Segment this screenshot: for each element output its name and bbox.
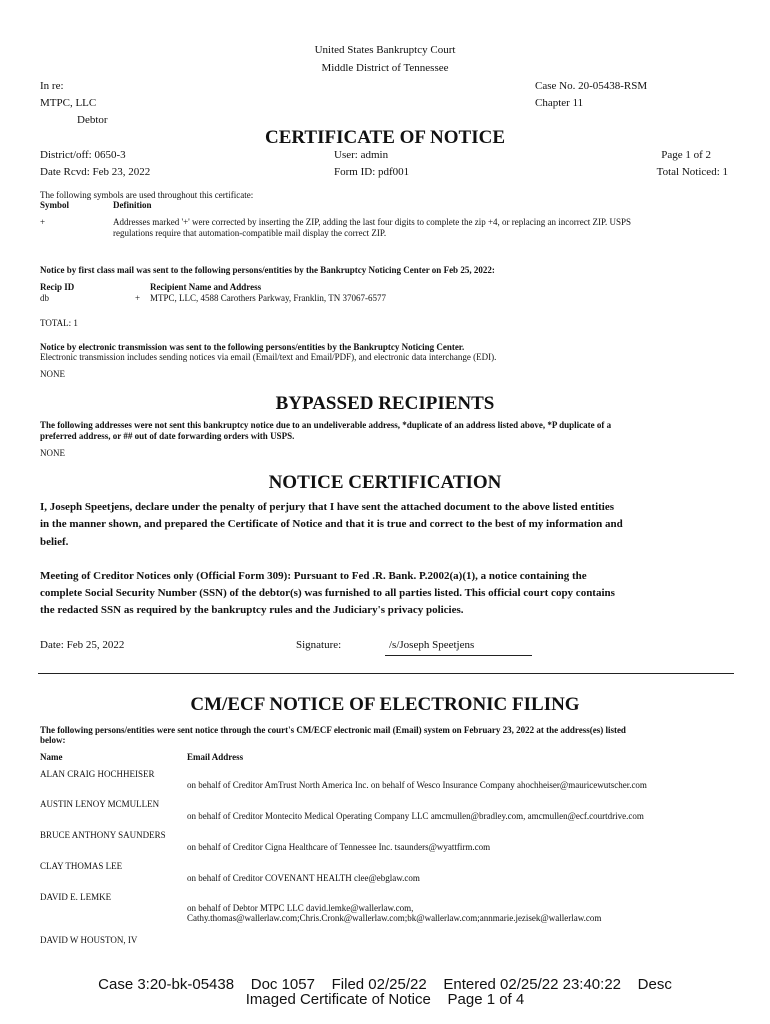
certification-para1-line2: in the manner shown, and prepared the Certificate of Notice and that it is true and correct to the best of my information and: [40, 518, 623, 530]
footer-case-line: Case 3:20-bk-05438 Doc 1057 Filed 02/25/22 Entered 02/25/22 23:40:22 Desc: [98, 976, 672, 993]
signature-line: [385, 655, 532, 656]
recip-mark: +: [135, 293, 141, 303]
certification-date: Date: Feb 25, 2022: [40, 639, 125, 651]
bypassed-none: NONE: [40, 448, 65, 458]
recip-id: db: [40, 293, 49, 303]
form-id: Form ID: pdf001: [334, 166, 410, 178]
cmecf-intro-line2: below:: [40, 735, 66, 745]
court-district: Middle District of Tennessee: [321, 62, 449, 74]
user-name: User: admin: [334, 149, 389, 161]
first-class-heading: Notice by first class mail was sent to the following persons/entities by the Bankruptcy Noticing Center on Feb 25, 2022:: [40, 265, 495, 275]
signature-value: /s/Joseph Speetjens: [389, 639, 475, 651]
recipient-name-header: Recipient Name and Address: [150, 282, 262, 292]
certification-para1-line3: belief.: [40, 536, 69, 548]
cmecf-row-name: CLAY THOMAS LEE: [40, 861, 123, 871]
page-indicator: Page 1 of 2: [661, 149, 711, 161]
cmecf-row-name: BRUCE ANTHONY SAUNDERS: [40, 830, 166, 840]
cmecf-col-name: Name: [40, 752, 63, 762]
cmecf-col-email: Email Address: [187, 752, 244, 762]
case-number: Case No. 20-05438-RSM: [535, 80, 648, 92]
certification-para2-line3: the redacted SSN as required by the bankruptcy rules and the Judiciary's privacy policies.: [40, 604, 464, 616]
symbol-definition-line1: Addresses marked '+' were corrected by inserting the ZIP, adding the last four digits to complete the zip +4, or replacing an incorrect ZIP. USPS: [113, 217, 632, 227]
certificate-title: CERTIFICATE OF NOTICE: [264, 127, 506, 148]
cmecf-row-name: DAVID W HOUSTON, IV: [40, 935, 138, 945]
certification-title: NOTICE CERTIFICATION: [268, 472, 502, 493]
symbols-col-symbol: Symbol: [40, 200, 70, 210]
symbol-plus: +: [40, 217, 46, 227]
cmecf-intro-line1: The following persons/entities were sent notice through the court's CM/ECF electronic mail (Email) system on February 23, 2022 at the address(es) listed: [40, 725, 626, 735]
cmecf-row-email-cont: Cathy.thomas@wallerlaw.com;Chris.Cronk@wallerlaw.com;bk@wallerlaw.com;annmarie.jezisek@wallerlaw.com: [187, 913, 602, 923]
bypassed-title: BYPASSED RECIPIENTS: [275, 393, 495, 414]
electronic-none: NONE: [40, 369, 65, 379]
cmecf-row-email: on behalf of Debtor MTPC LLC david.lemke@wallerlaw.com,: [187, 903, 414, 913]
court-name: United States Bankruptcy Court: [314, 44, 456, 56]
cmecf-row-name: ALAN CRAIG HOCHHEISER: [40, 769, 155, 779]
chapter: Chapter 11: [535, 97, 584, 109]
section-divider: [38, 673, 734, 674]
cmecf-row-name: AUSTIN LENOY MCMULLEN: [40, 799, 160, 809]
cmecf-row-email: on behalf of Creditor AmTrust North America Inc. on behalf of Wesco Insurance Company ahochheiser@mauricewutscher.com: [187, 780, 647, 790]
bypassed-text-line2: preferred address, or ## out of date forwarding orders with USPS.: [40, 431, 295, 441]
certification-para2-line1: Meeting of Creditor Notices only (Official Form 309): Pursuant to Fed .R. Bank. P.2002(a)(1), a notice containing the: [40, 570, 587, 582]
date-received: Date Rcvd: Feb 23, 2022: [40, 166, 151, 178]
district-office: District/off: 0650-3: [40, 149, 126, 161]
signature-label: Signature:: [296, 639, 342, 651]
electronic-heading: Notice by electronic transmission was sent to the following persons/entities by the Bankruptcy Noticing Center.: [40, 342, 465, 352]
symbols-col-definition: Definition: [113, 200, 152, 210]
electronic-subheading: Electronic transmission includes sending notices via email (Email/text and Email/PDF), and electronic data interchange (EDI).: [40, 352, 497, 362]
first-class-total: TOTAL: 1: [40, 318, 78, 328]
recip-id-header: Recip ID: [40, 282, 75, 292]
symbols-intro: The following symbols are used throughout this certificate:: [40, 190, 254, 200]
cmecf-title: CM/ECF NOTICE OF ELECTRONIC FILING: [190, 694, 580, 715]
symbol-definition-line2: regulations require that automation-compatible mail display the correct ZIP.: [113, 228, 387, 238]
cmecf-row-email: on behalf of Creditor Cigna Healthcare of Tennessee Inc. tsaunders@wyattfirm.com: [187, 842, 491, 852]
certification-para1-line1: I, Joseph Speetjens, declare under the penalty of perjury that I have sent the attached document to the above listed entities: [40, 501, 615, 513]
bypassed-text-line1: The following addresses were not sent this bankruptcy notice due to an undeliverable address, *duplicate of an address listed above, *P duplicate of a: [40, 420, 612, 430]
debtor-label: Debtor: [77, 114, 108, 126]
recipient-name-address: MTPC, LLC, 4588 Carothers Parkway, Franklin, TN 37067-6577: [150, 293, 386, 303]
footer-page-line: Imaged Certificate of Notice Page 1 of 4: [245, 991, 525, 1008]
certification-para2-line2: complete Social Security Number (SSN) of the debtor(s) was furnished to all parties listed. This official court copy contains: [40, 587, 615, 599]
total-noticed: Total Noticed: 1: [656, 166, 728, 178]
cmecf-row-email: on behalf of Creditor COVENANT HEALTH clee@ebglaw.com: [187, 873, 420, 883]
cmecf-row-name: DAVID E. LEMKE: [40, 892, 112, 902]
in-re-label: In re:: [40, 80, 64, 92]
cmecf-row-email: on behalf of Creditor Montecito Medical Operating Company LLC amcmullen@bradley.com, amcmullen@ecf.courtdrive.com: [187, 811, 644, 821]
debtor-name: MTPC, LLC: [40, 97, 97, 109]
